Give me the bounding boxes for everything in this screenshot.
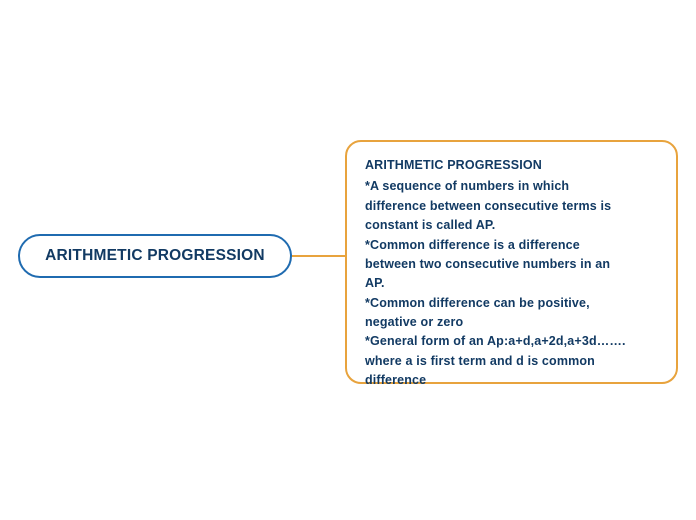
connector-line <box>292 255 345 257</box>
detail-line: *Common difference can be positive, <box>365 295 590 310</box>
detail-line: *A sequence of numbers in which <box>365 179 570 194</box>
detail-line: difference between consecutive terms is <box>365 198 612 213</box>
detail-line: AP. <box>365 276 385 291</box>
detail-line: difference <box>365 373 427 388</box>
detail-line: constant is called AP. <box>365 218 496 233</box>
detail-line: where a is first term and d is common <box>365 353 595 368</box>
detail-line: negative or zero <box>365 315 464 329</box>
root-node-label: ARITHMETIC PROGRESSION <box>45 247 265 264</box>
detail-line: *Common difference is a difference <box>365 237 580 252</box>
detail-line: ARITHMETIC PROGRESSION <box>365 158 542 172</box>
detail-line: between two consecutive numbers in an <box>365 256 611 271</box>
detail-node-arithmetic-progression[interactable] <box>345 140 678 388</box>
detail-line: *General form of an Ap:a+d,a+2d,a+3d……. <box>365 334 626 349</box>
root-node-arithmetic-progression[interactable] <box>18 234 292 278</box>
